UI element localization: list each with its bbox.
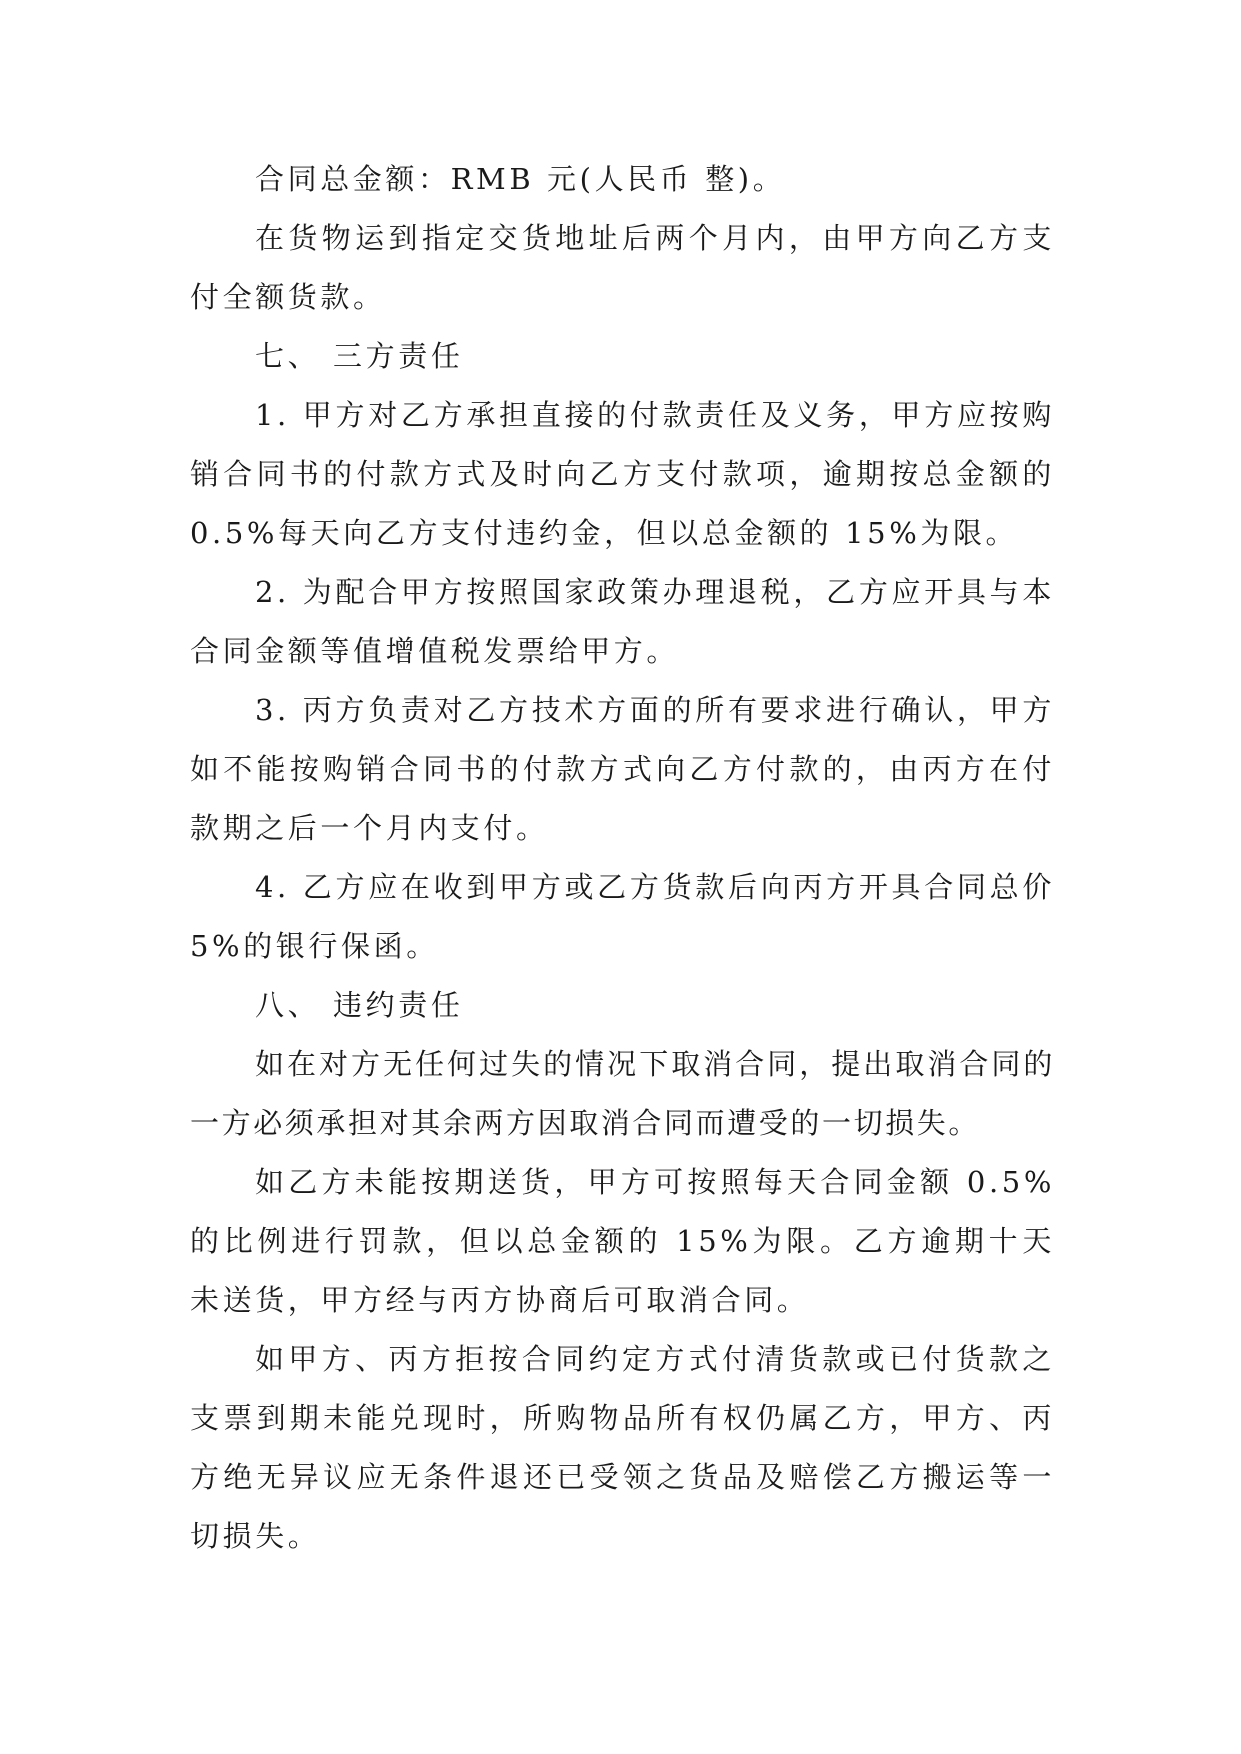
breach-paragraph-2: 如乙方未能按期送货，甲方可按照每天合同金额 0.5%的比例进行罚款，但以总金额的 15%为限。乙方逾期十天未送货，甲方经与丙方协商后可取消合同。: [190, 1165, 1055, 1317]
breach-paragraph-1: 如在对方无任何过失的情况下取消合同，提出取消合同的一方必须承担对其余两方因取消合同而遭受的一切损失。: [190, 1047, 1055, 1140]
clause-1: 1. 甲方对乙方承担直接的付款责任及义务，甲方应按购销合同书的付款方式及时向乙方支付款项，逾期按总金额的 0.5%每天向乙方支付违约金，但以总金额的 15%为限。: [190, 398, 1055, 550]
section-heading-seven: 七、 三方责任: [255, 339, 464, 373]
clause-3: 3. 丙方负责对乙方技术方面的所有要求进行确认，甲方如不能按购销合同书的付款方式向乙方付款的，由丙方在付款期之后一个月内支付。: [190, 693, 1055, 845]
clause-2: 2. 为配合甲方按照国家政策办理退税，乙方应开具与本合同金额等值增值税发票给甲方。: [190, 575, 1055, 668]
breach-paragraph-3: 如甲方、丙方拒按合同约定方式付清货款或已付货款之支票到期未能兑现时，所购物品所有权仍属乙方，甲方、丙方绝无异议应无条件退还已受领之货品及赔偿乙方搬运等一切损失。: [190, 1342, 1055, 1553]
document-body: [190, 150, 1055, 1566]
section-heading-eight: 八、 违约责任: [255, 988, 464, 1022]
clause-4: 4. 乙方应在收到甲方或乙方货款后向丙方开具合同总价 5%的银行保函。: [190, 870, 1055, 963]
contract-total-amount: 合同总金额：RMB 元(人民币 整)。: [255, 162, 786, 196]
payment-terms-paragraph: 在货物运到指定交货地址后两个月内，由甲方向乙方支付全额货款。: [190, 221, 1055, 314]
